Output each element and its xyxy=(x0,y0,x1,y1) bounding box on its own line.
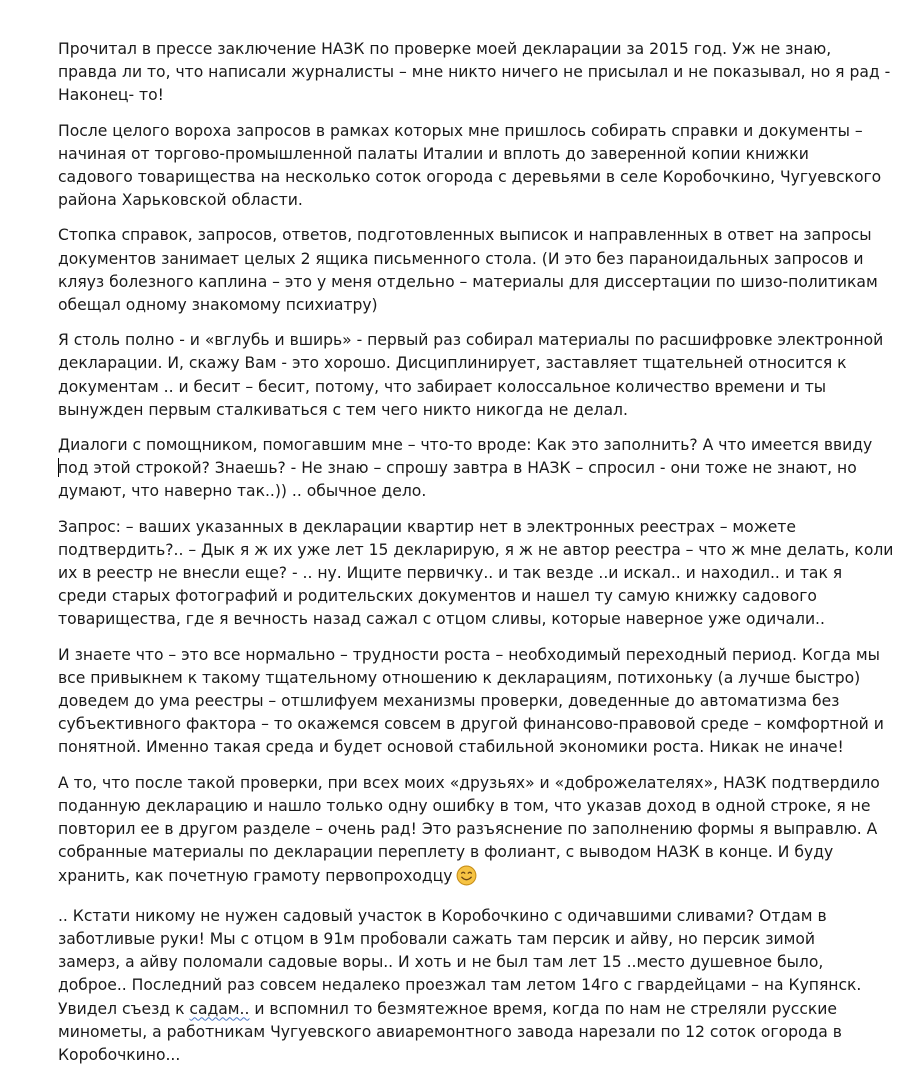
text-line: А то, что после такой проверки, при всех моих «друзьях» и «доброжелателях», НАЗК подтвердило xyxy=(58,773,880,792)
text-line: района Харьковской области. xyxy=(58,191,303,210)
text-line: все привыкнем к такому тщательному отношению к декларациям, потихоньку (а лучше быстро) xyxy=(58,668,861,687)
text-line: под этой строкой? Знаешь? - Не знаю – спрошу завтра в НАЗК – спросил - они тоже не знают, но xyxy=(58,459,857,478)
text-line: собранные материалы по декларации переплету в фолиант, с выводом НАЗК в конце. И буду xyxy=(58,843,834,862)
text-line: повторил ее в другом разделе – очень рад! Это разъяснение по заполнению формы я выправлю. А xyxy=(58,820,878,839)
text-line: минометы, а работникам Чугуевского авиаремонтного завода нарезали по 12 соток огорода в xyxy=(58,1022,842,1041)
text-line: начиная от торгово-промышленной палаты Италии и вплоть до заверенной копии книжки xyxy=(58,144,809,163)
text-line: доброе.. Последний раз совсем недалеко проезжал там летом 14го с гвардейцами – на Купянск. xyxy=(58,976,862,995)
text-line: их в реестр не внесли еще? - .. ну. Ищите первичку.. и так везде ..и искал.. и находил.. и так я xyxy=(58,564,843,583)
paragraph-9 xyxy=(58,905,862,1067)
text-line: садового товарищества на несколько соток огорода с деревьями в селе Коробочкино, Чугуевского xyxy=(58,168,882,187)
text-line: понятной. Именно такая среда и будет основой стабильной экономики роста. Никак не иначе! xyxy=(58,738,844,757)
text-fragment: и вспомнил то безмятежное время, когда по нам не стреляли русские xyxy=(249,999,837,1018)
text-line: После целого вороха запросов в рамках которых мне пришлось собирать справки и документы – xyxy=(58,121,863,140)
paragraph-8 xyxy=(58,772,880,893)
text-line-with-caret[interactable] xyxy=(58,457,857,480)
text-line: .. Кстати никому не нужен садовый участок в Коробочкино с одичавшими сливами? Отдам в xyxy=(58,906,827,925)
paragraph-1 xyxy=(58,38,891,108)
paragraph-5 xyxy=(58,434,873,504)
text-line: Прочитал в прессе заключение НАЗК по проверке моей декларации за 2015 год. Уж не знаю, xyxy=(58,40,832,58)
text-line: поданную декларацию и нашло только одну ошибку в том, что указав доход в одной строке, я не xyxy=(58,796,871,815)
text-line: Запрос: – ваших указанных в декларации квартир нет в электронных реестрах – можете xyxy=(58,517,796,536)
text-line: Я столь полно - и «вглубь и вширь» - первый раз собирал материалы по расшифровке электронной xyxy=(58,331,884,350)
text-line: думают, что наверно так..)) .. обычное дело. xyxy=(58,482,427,501)
text-line: документов занимает целых 2 ящика письменного стола. (И это без параноидальных запросов и xyxy=(58,249,864,268)
text-line-with-spellcheck xyxy=(58,998,848,1021)
paragraph-3 xyxy=(58,224,878,317)
text-line: И знаете что – это все нормально – трудности роста – необходимый переходный период. Когда мы xyxy=(58,645,880,664)
text-line: среди старых фотографий и родительских документов и нашел ту самую книжку садового xyxy=(58,587,817,606)
text-line: субъективного фактора – то окажемся совсем в другой финансово-правовой среде – комфортной и xyxy=(58,715,884,734)
smiley-face-icon xyxy=(456,865,477,893)
text-line: замерз, а айву поломали садовые воры.. И хоть и не был там лет 15 ..место душевное было, xyxy=(58,953,824,972)
text-line: заботливые руки! Мы с отцом в 91м пробовали сажать там персик и айву, но персик зимой xyxy=(58,929,816,948)
text-line: правда ли то, что написали журналисты – мне никто ничего не присылал и не показывал, но я рад - xyxy=(58,63,891,82)
text-line: документам .. и бесит – бесит, потому, что забирает колоссальное количество времени и ты xyxy=(58,377,827,396)
text-line: доведем до ума реестры – отшлифуем механизмы проверки, доведенные до автоматизма без xyxy=(58,692,840,711)
text-line: хранить, как почетную грамоту первопроходцу xyxy=(58,866,453,885)
text-line-with-emoji xyxy=(58,865,848,893)
text-line: вынужден первым сталкиваться с тем чего никто никогда не делал. xyxy=(58,400,628,419)
paragraph-4 xyxy=(58,329,884,422)
text-line: Коробочкино... xyxy=(58,1045,181,1064)
paragraph-7 xyxy=(58,644,884,760)
text-line: Наконец- то! xyxy=(58,86,164,105)
text-line: обещал одному знакомому психиатру) xyxy=(58,296,378,315)
spellcheck-underlined-word[interactable]: садам.. xyxy=(189,999,250,1018)
paragraph-6 xyxy=(58,516,894,632)
text-line: товарищества, где я вечность назад сажал с отцом сливы, которые наверное уже одичали.. xyxy=(58,610,825,629)
text-line: кляуз болезного каплина – это у меня отдельно – материалы для диссертации по шизо-политикам xyxy=(58,272,878,291)
paragraph-2 xyxy=(58,120,882,213)
text-fragment: Увидел съезд к xyxy=(58,999,190,1018)
text-line: подтвердить?.. – Дык я ж их уже лет 15 декларирую, я ж не автор реестра – что ж мне делать, коли xyxy=(58,540,894,559)
document-body xyxy=(58,38,894,1079)
text-line: декларации. И, скажу Вам - это хорошо. Дисциплинирует, заставляет тщательней относится к xyxy=(58,354,847,373)
text-line: Диалоги с помощником, помогавшим мне – что-то вроде: Как это заполнить? А что имеется ввиду xyxy=(58,436,873,455)
text-line: Стопка справок, запросов, ответов, подготовленных выписок и направленных в ответ на запросы xyxy=(58,226,872,245)
